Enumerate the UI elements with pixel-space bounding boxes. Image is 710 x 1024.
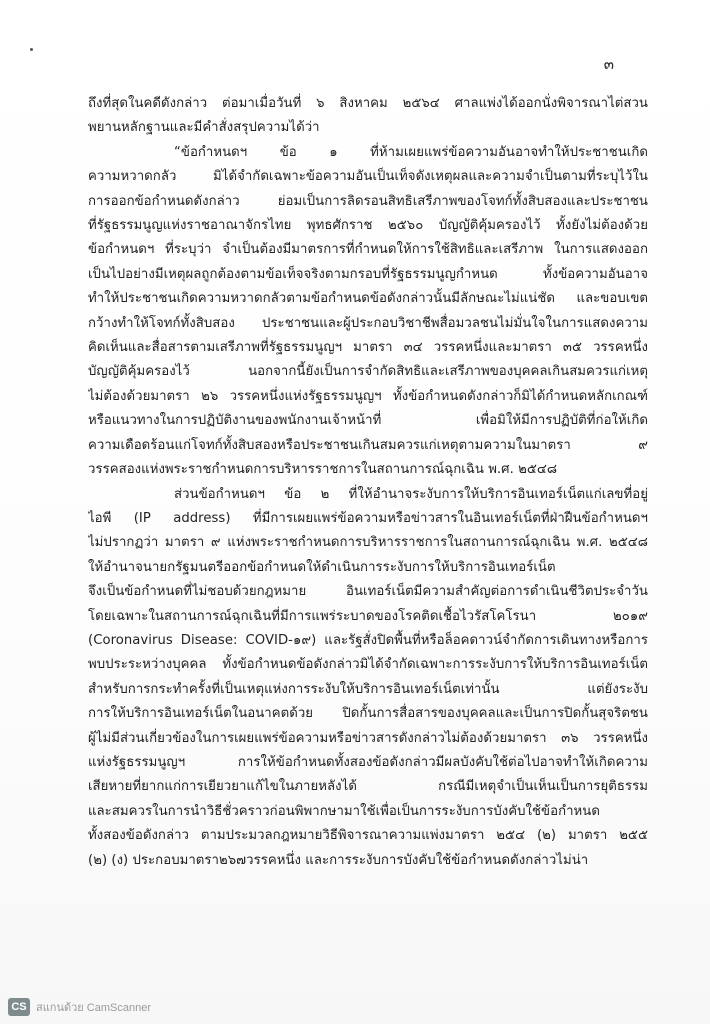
text-line: พบประระหว่างบุคคล ทั้งข้อกำหนดข้อดังกล่าวมิได้จำกัดเฉพาะการระงับการให้บริการอินเทอร์เน็ต (88, 657, 648, 673)
text-line: สำหรับการกระทำครั้งที่เป็นเหตุแห่งการระงับให้บริการอินเทอร์เน็ตเท่านั้น แต่ยังระงับ (88, 681, 648, 697)
text-line: จึงเป็นข้อกำหนดที่ไม่ชอบด้วยกฎหมาย อินเทอร์เน็ตมีความสำคัญต่อการดำเนินชีวิตประจำวัน (88, 584, 648, 600)
scanner-watermark (8, 996, 151, 1018)
paragraph (88, 483, 648, 874)
text-line: เสียหายที่ยากแก่การเยียวยาแก้ไขในภายหลังได้ กรณีมีเหตุจำเป็นเห็นเป็นการยุติธรรม (88, 779, 648, 795)
text-line: หรือแนวทางในการปฏิบัติงานของพนักงานเจ้าหน้าที่ เพื่อมิให้มีการปฏิบัติที่ก่อให้เกิด (88, 413, 648, 429)
scan-speck (30, 48, 33, 51)
text-line: ข้อกำหนดฯ ที่ระบุว่า จำเป็นต้องมีมาตรการที่กำหนดให้การใช้สิทธิและเสรีภาพ ในการแสดงออก (88, 242, 648, 258)
text-line: ไม่ปรากฏว่า มาตรา ๙ แห่งพระราชกำหนดการบริหารราชการในสถานการณ์ฉุกเฉิน พ.ศ. ๒๕๔๘ (88, 535, 648, 551)
text-line: ทำให้ประชาชนเกิดความหวาดกลัวตามข้อกำหนดข้อดังกล่าวนั้นมีลักษณะไม่แน่ชัด และขอบเขต (88, 291, 648, 307)
text-line: โดยเฉพาะในสถานการณ์ฉุกเฉินที่มีการแพร่ระบาดของโรคติดเชื้อไวรัสโคโรนา ๒๐๑๙ (88, 608, 648, 624)
document-body (88, 92, 648, 873)
text-line: ไอพี (IP address) ที่มีการเผยแพร่ข้อความหรือข่าวสารในอินเทอร์เน็ตที่ฝ่าฝืนข้อกำหนดฯ (88, 510, 648, 526)
text-line: การให้บริการอินเทอร์เน็ตในอนาคตด้วย ปิดกั้นการสื่อสารของบุคคลและเป็นการปิดกั้นสุจริตชน (88, 706, 648, 722)
text-line: ส่วนข้อกำหนดฯ ข้อ ๒ ที่ให้อำนาจระงับการให้บริการอินเทอร์เน็ตแก่เลขที่อยู่ (174, 486, 648, 502)
text-line: “ข้อกำหนดฯ ข้อ ๑ ที่ห้ามเผยแพร่ข้อความอันอาจทำให้ประชาชนเกิด (174, 144, 648, 160)
text-line: ให้อำนาจนายกรัฐมนตรีออกข้อกำหนดให้ดำเนินการระงับการให้บริการอินเทอร์เน็ต (88, 559, 556, 575)
text-line: พยานหลักฐานและมีคำสั่งสรุปความได้ว่า (88, 120, 320, 136)
page-number: ๓ (603, 55, 614, 73)
text-line: และสมควรในการนำวิธีชั่วคราวก่อนพิพากษามาใช้เพื่อเป็นการระงับการบังคับใช้ข้อกำหนด (88, 803, 600, 819)
text-line: การออกข้อกำหนดดังกล่าว ย่อมเป็นการลิดรอนสิทธิเสรีภาพของโจทก์ทั้งสิบสองและประชาชน (88, 193, 648, 209)
text-line: เป็นไปอย่างมีเหตุผลถูกต้องตามข้อเท็จจริงตามกรอบที่รัฐธรรมนูญกำหนด ทั้งข้อความอันอาจ (88, 266, 648, 282)
text-line: ผู้ไม่มีส่วนเกี่ยวข้องในการเผยแพร่ข้อความหรือข่าวสารดังกล่าวไม่ต้องด้วยมาตรา ๓๖ วรรคหนึ่ง (88, 730, 648, 746)
text-line: (๒) (ง) ประกอบมาตรา๒๖๗วรรคหนึ่ง และการระงับการบังคับใช้ข้อกำหนดดังกล่าวไม่น่า (88, 852, 589, 868)
text-line: ความหวาดกลัว มิได้จำกัดเฉพาะข้อความอันเป็นเท็จดังเหตุผลและความจำเป็นตามที่ระบุไว้ใน (88, 169, 648, 185)
text-line: คิดเห็นและสื่อสารตามเสรีภาพที่รัฐธรรมนูญฯ มาตรา ๓๔ วรรคหนึ่งและมาตรา ๓๕ วรรคหนึ่ง (88, 340, 648, 356)
text-line: ที่รัฐธรรมนูญแห่งราชอาณาจักรไทย พุทธศักราช ๒๕๖๐ บัญญัติคุ้มครองไว้ ทั้งยังไม่ต้องด้วย (88, 218, 648, 234)
text-line: (Coronavirus Disease: COVID-๑๙) และรัฐสั่งปิดพื้นที่หรือล็อคดาวน์จำกัดการเดินทางหรือการ (88, 632, 648, 648)
paragraph (88, 141, 648, 483)
text-line: แห่งรัฐธรรมนูญฯ การให้ข้อกำหนดทั้งสองข้อดังกล่าวมีผลบังคับใช้ต่อไปอาจทำให้เกิดความ (88, 754, 648, 770)
camscanner-logo-icon: CS (8, 998, 30, 1016)
paragraph (88, 92, 648, 141)
watermark-text: สแกนด้วย CamScanner (36, 1002, 152, 1014)
text-line: ทั้งสองข้อดังกล่าว ตามประมวลกฎหมายวิธีพิจารณาความแพ่งมาตรา ๒๕๔ (๒) มาตรา ๒๕๕ (88, 828, 648, 844)
text-line: ถึงที่สุดในคดีดังกล่าว ต่อมาเมื่อวันที่ ๖ สิงหาคม ๒๕๖๔ ศาลแพ่งได้ออกนั่งพิจารณาไต่สวน (88, 96, 648, 111)
text-line: ความเดือดร้อนแก่โจทก์ทั้งสิบสองหรือประชาชนเกินสมควรแก่เหตุตามความในมาตรา ๙ (88, 437, 648, 453)
text-line: บัญญัติคุ้มครองไว้ นอกจากนี้ยังเป็นการจำกัดสิทธิและเสรีภาพของบุคคลเกินสมควรแก่เหตุ (88, 364, 648, 380)
text-line: วรรคสองแห่งพระราชกำหนดการบริหารราชการในสถานการณ์ฉุกเฉิน พ.ศ. ๒๕๔๘ (88, 462, 558, 478)
text-line: กว้างทำให้โจทก์ทั้งสิบสอง ประชาชนและผู้ประกอบวิชาชีพสื่อมวลชนไม่มั่นใจในการแสดงความ (88, 315, 648, 331)
text-line: ไม่ต้องด้วยมาตรา ๒๖ วรรคหนึ่งแห่งรัฐธรรมนูญฯ ทั้งข้อกำหนดดังกล่าวก็มิได้กำหนดหลักเกณฑ์ (88, 388, 648, 404)
